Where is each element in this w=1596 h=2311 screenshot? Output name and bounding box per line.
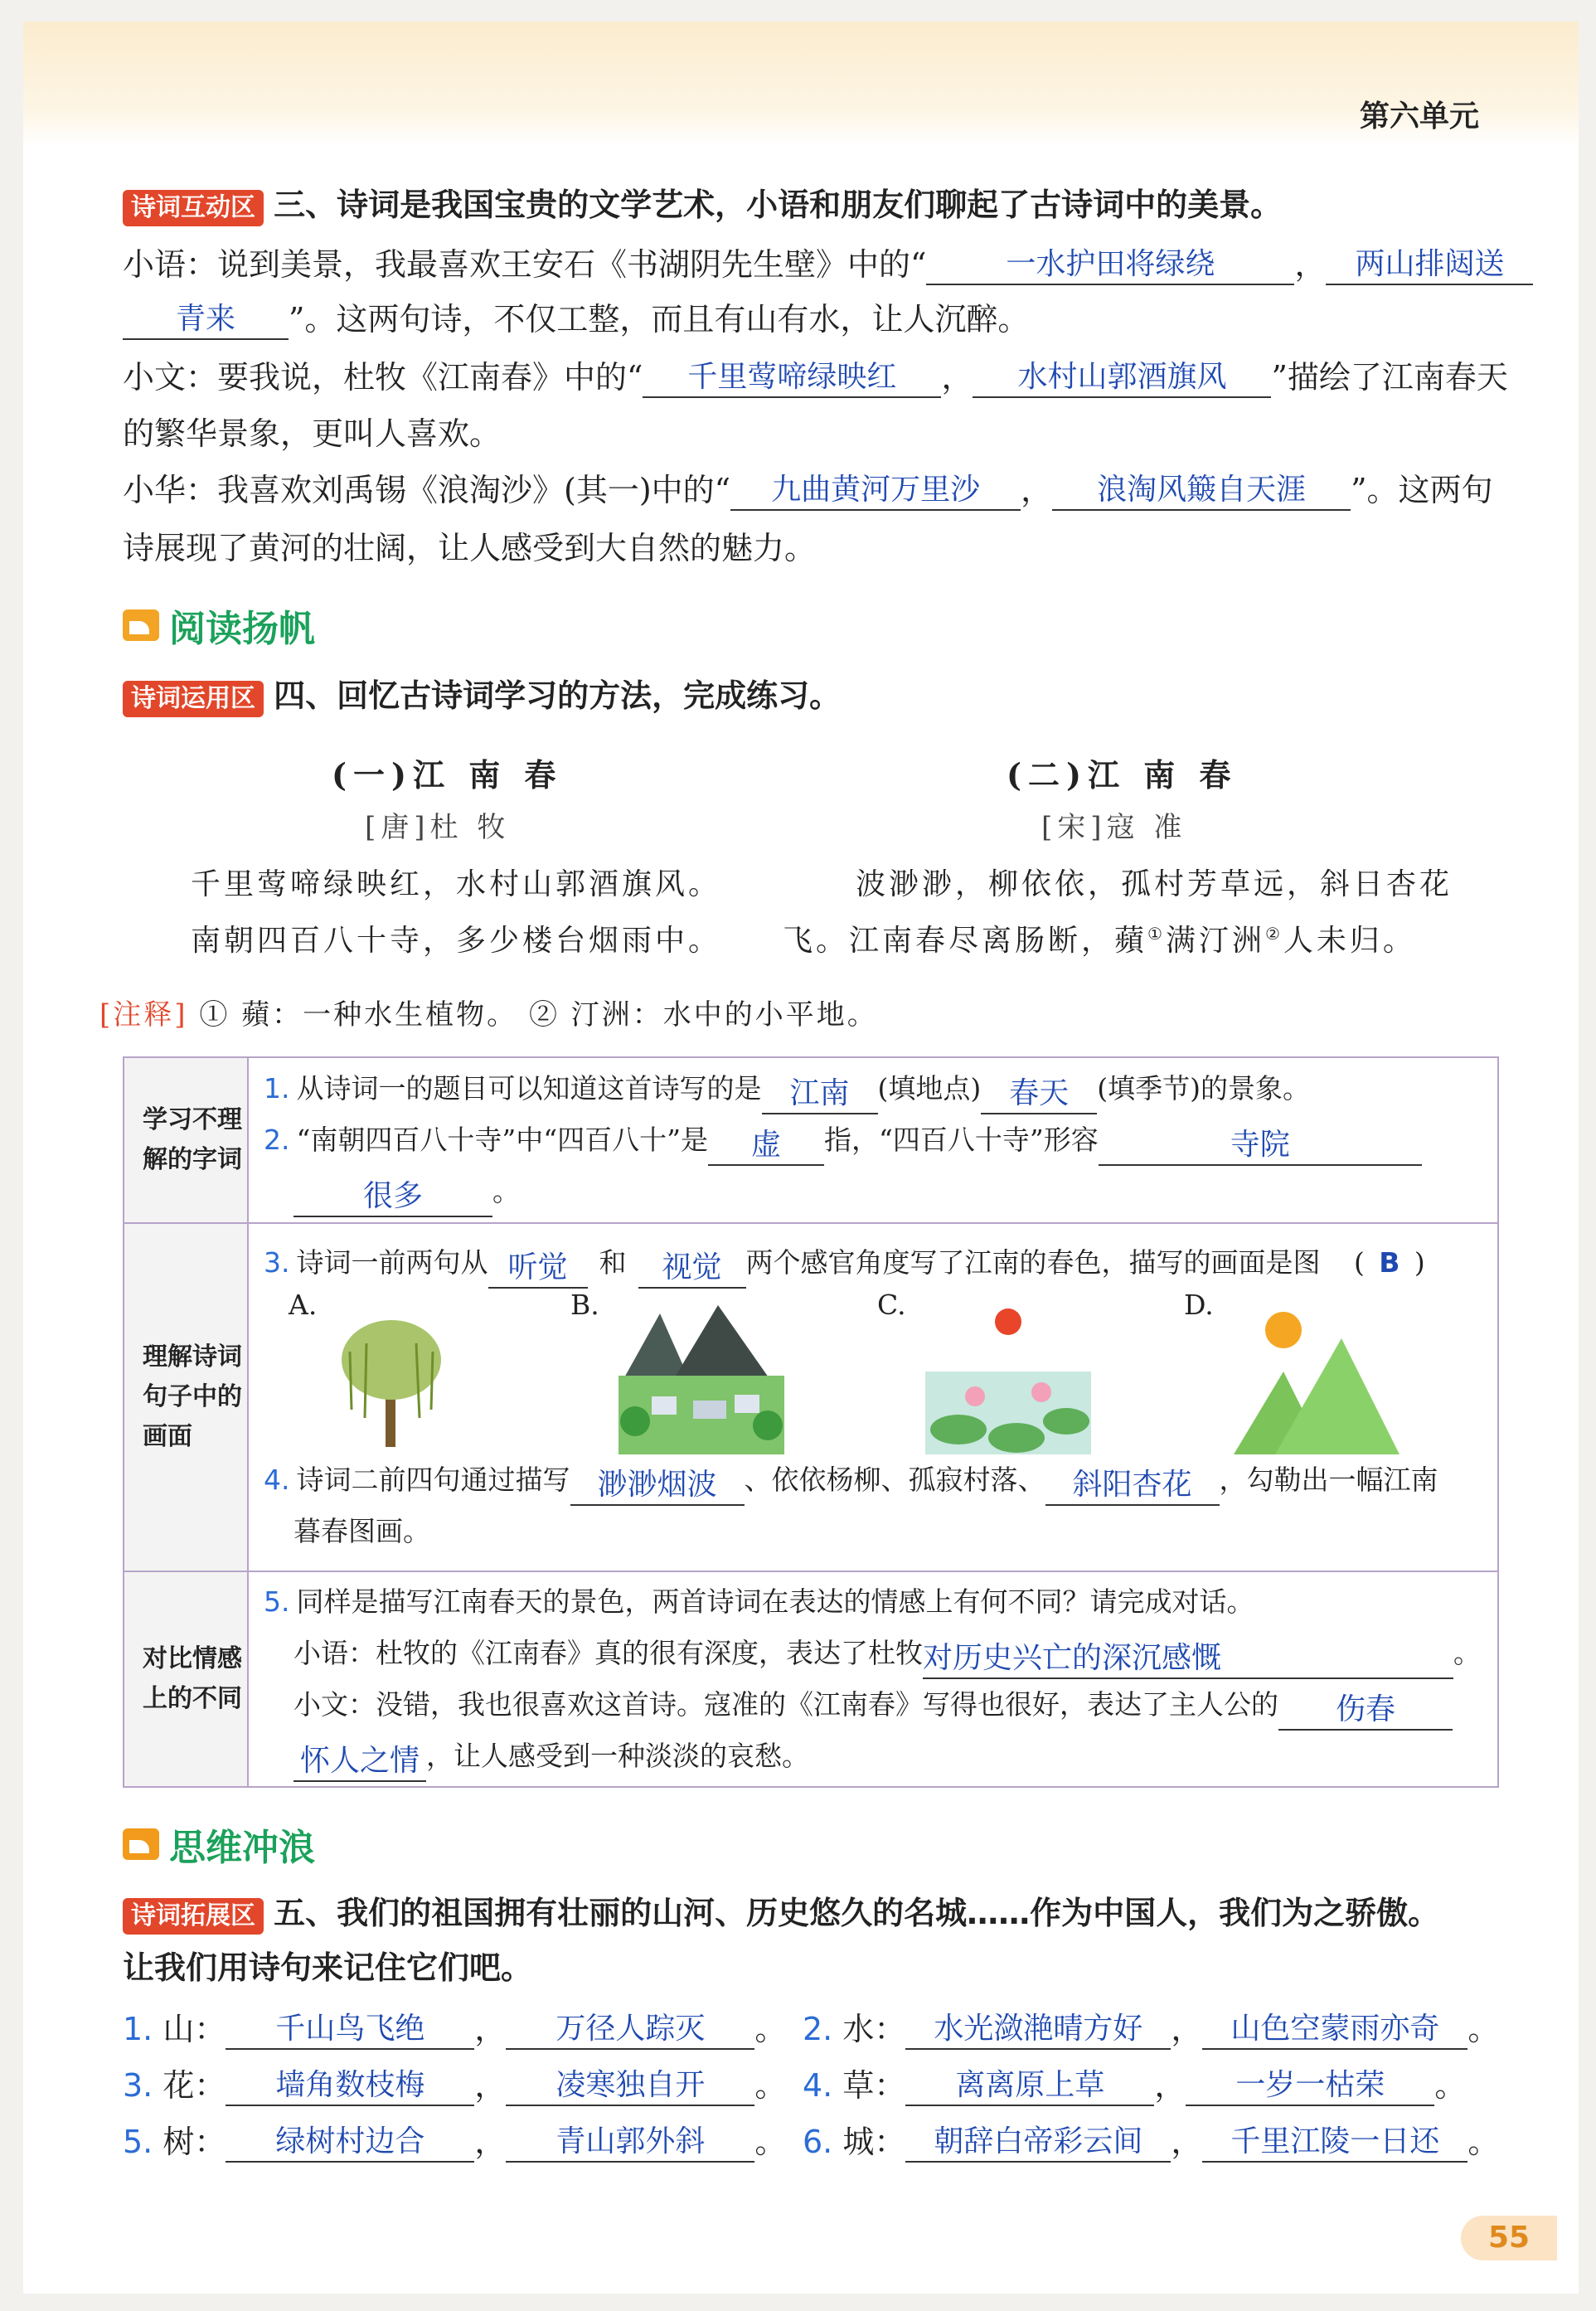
period: 。 xyxy=(754,2011,787,2047)
item-number: 4. xyxy=(803,2067,833,2104)
poem2-line2c: 人未归。 xyxy=(1283,924,1416,958)
row-header xyxy=(124,1571,248,1787)
xiaohua-line xyxy=(123,469,1493,511)
xiaohua-text: 小华：我喜欢刘禹锡《浪淘沙》(其一)中的“ xyxy=(123,472,731,508)
table-row xyxy=(124,1571,1498,1787)
poem2-line2b: 满汀洲 xyxy=(1165,924,1265,958)
item-number: 1. xyxy=(123,2011,153,2047)
question-4 xyxy=(264,1454,1481,1506)
section5-title-2: 让我们用诗句来记住它们吧。 xyxy=(123,1949,533,1986)
note-text: ① 蘋：一种水生植物。 ② 汀洲：水中的小平地。 xyxy=(199,998,878,1032)
answer-blank[interactable]: 青山郭外斜 xyxy=(506,2123,754,2163)
question-text: 同样是描写江南春天的景色，两首诗词在表达的情感上有何不同？请完成对话。 xyxy=(296,1585,1254,1618)
reading-heading xyxy=(123,599,315,652)
question-text: 小文：没错，我也很喜欢这首诗。寇准的《江南春》写得也很好，表达了主人公的 xyxy=(293,1688,1278,1721)
mountain-sun-image[interactable] xyxy=(1234,1297,1400,1454)
answer-blank[interactable]: 凌寒独自开 xyxy=(506,2066,754,2106)
answer-blank[interactable]: 水村山郭酒旗风 xyxy=(973,358,1271,398)
answer-blank[interactable]: 朝辞白帝彩云间 xyxy=(905,2123,1171,2163)
xiaohua-line-2: 诗展现了黄河的壮阔，让人感受到大自然的魅力。 xyxy=(123,530,817,566)
section5-heading xyxy=(123,1892,1439,1935)
row-header-line: 上的不同 xyxy=(143,1684,242,1713)
village-landscape-image[interactable] xyxy=(619,1297,784,1454)
poem2-title: (二)江 南 春 xyxy=(1007,756,1238,794)
reading-title: 阅读扬帆 xyxy=(169,608,315,650)
item-number: 2. xyxy=(803,2011,833,2047)
footnote-mark-1: ① xyxy=(1147,924,1166,944)
answer-blank[interactable]: 山色空蒙雨亦奇 xyxy=(1202,2010,1467,2050)
poem-item xyxy=(803,2065,1466,2106)
question-2 xyxy=(264,1114,1481,1166)
answer-blank[interactable]: 离离原上草 xyxy=(905,2066,1154,2106)
poem-item xyxy=(123,2008,786,2050)
xiaowen-text-b: ”描绘了江南春天 xyxy=(1271,359,1508,396)
answer-blank[interactable]: 绿树村边合 xyxy=(226,2123,474,2163)
poem1-line1: 千里莺啼绿映红，水村山郭酒旗风。 xyxy=(191,867,722,901)
xiaoyu-line-2 xyxy=(123,299,1029,340)
xiaowen-line-2: 的繁华景象，更叫人喜欢。 xyxy=(123,415,502,452)
question-text: 。 xyxy=(1453,1637,1481,1669)
question-number: 5. xyxy=(264,1585,290,1618)
answer-blank[interactable]: 斜阳杏花 xyxy=(1045,1466,1220,1506)
answer-blank[interactable]: 很多 xyxy=(293,1177,492,1217)
poem-item xyxy=(803,2008,1499,2050)
option-label: A. xyxy=(289,1289,318,1321)
answer-blank[interactable]: 伤春 xyxy=(1278,1691,1453,1731)
question-text: 、依依杨柳、孤寂村落、 xyxy=(744,1464,1045,1496)
poem2-author: [宋]寇 准 xyxy=(1041,811,1187,844)
willow-tree-image[interactable] xyxy=(333,1310,449,1451)
row-header xyxy=(124,1223,248,1571)
comma: ， xyxy=(474,2124,507,2160)
item-label: 草： xyxy=(842,2067,906,2104)
thinking-title: 思维冲浪 xyxy=(169,1827,315,1869)
answer-blank[interactable]: 青来 xyxy=(123,300,289,340)
comma: ， xyxy=(474,2011,507,2047)
answer-blank[interactable]: 寺院 xyxy=(1099,1126,1422,1166)
xiaohua-text-b: ”。这两句 xyxy=(1351,472,1493,508)
answer-blank[interactable]: 浪淘风簸自天涯 xyxy=(1052,471,1351,511)
sail-icon xyxy=(123,609,159,641)
comma: ， xyxy=(1154,2067,1186,2104)
row-header xyxy=(124,1057,248,1223)
answer-blank[interactable]: 千里江陵一日还 xyxy=(1202,2123,1467,2163)
paren: ) xyxy=(1414,1246,1425,1279)
note-label: [注释] xyxy=(99,998,188,1032)
section5-tag: 诗词拓展区 xyxy=(123,1898,264,1935)
answer-blank[interactable]: 虚 xyxy=(708,1126,824,1166)
question-text: 。 xyxy=(492,1175,520,1207)
question-number: 2. xyxy=(264,1124,290,1156)
question-number: 3. xyxy=(264,1246,290,1279)
comma: ， xyxy=(1294,246,1327,283)
item-number: 3. xyxy=(123,2067,153,2104)
poem1-title: (一)江 南 春 xyxy=(332,756,563,794)
row-body xyxy=(248,1223,1498,1571)
question-5-xiaoyu xyxy=(264,1628,1481,1679)
question-3 xyxy=(264,1237,1481,1289)
question-4-cont: 暮春图画。 xyxy=(293,1515,430,1547)
option-label: D. xyxy=(1184,1289,1214,1321)
comma: ， xyxy=(1171,2124,1203,2160)
answer-blank[interactable]: 对历史兴亡的深沉感慨 xyxy=(923,1639,1453,1679)
poem1-line2: 南朝四百八十寺，多少楼台烟雨中。 xyxy=(191,924,722,958)
lotus-pond-image[interactable] xyxy=(925,1297,1091,1454)
poem2-line2 xyxy=(783,917,1416,959)
section3-heading xyxy=(123,184,1282,226)
period: 。 xyxy=(1434,2067,1467,2104)
canopy xyxy=(342,1320,441,1400)
question-text: 诗词二前四句通过描写 xyxy=(296,1464,570,1496)
footnote-mark-2: ② xyxy=(1264,924,1283,944)
row-header-line: 解的字词 xyxy=(143,1145,242,1174)
question-text: “南朝四百八十寺”中“四百八十”是 xyxy=(296,1124,708,1156)
question-text: 指，“四百八十寺”形容 xyxy=(823,1124,1099,1156)
row-header-line: 句子中的 xyxy=(143,1382,242,1411)
question-2-cont xyxy=(264,1166,1481,1217)
item-number: 6. xyxy=(803,2124,833,2160)
unit-title: 第六单元 xyxy=(1359,100,1479,134)
question-text: 诗词一前两句从 xyxy=(296,1246,488,1279)
period: 。 xyxy=(754,2124,787,2160)
exercise-table xyxy=(123,1056,1499,1788)
poem-item xyxy=(123,2065,786,2106)
answer-blank[interactable]: 一岁一枯荣 xyxy=(1186,2066,1434,2106)
item-label: 树： xyxy=(163,2124,226,2160)
section3-title: 三、诗词是我国宝贵的文学艺术，小语和朋友们聊起了古诗词中的美景。 xyxy=(274,187,1283,223)
workbook-page xyxy=(23,22,1579,2294)
section5-title: 五、我们的祖国拥有壮丽的山河、历史悠久的名城……作为中国人，我们为之骄傲。 xyxy=(274,1895,1440,1931)
xiaoyu-text-2: ”。这两句诗，不仅工整，而且有山有水，让人沉醉。 xyxy=(289,301,1030,337)
question-text: (填地点) xyxy=(877,1072,982,1105)
answer-blank[interactable]: 视觉 xyxy=(638,1249,746,1289)
comma: ， xyxy=(1021,472,1053,508)
comma: ， xyxy=(1171,2011,1203,2047)
option-label: B. xyxy=(570,1289,599,1321)
xiaoyu-line xyxy=(123,244,1533,285)
question-text: ，让人感受到一种淡淡的哀愁。 xyxy=(426,1740,809,1772)
table-row xyxy=(124,1223,1498,1571)
question-5-xiaowen-cont xyxy=(264,1731,1481,1782)
answer-blank[interactable]: 千山鸟飞绝 xyxy=(226,2010,474,2050)
notes xyxy=(99,992,878,1032)
row-header-line: 对比情感 xyxy=(143,1644,242,1673)
row-body xyxy=(248,1571,1498,1787)
wave-icon xyxy=(123,1828,159,1860)
question-number: 4. xyxy=(264,1464,290,1496)
picture-options xyxy=(264,1289,1481,1454)
item-label: 山： xyxy=(163,2011,226,2047)
poem2-line1: 波渺渺，柳依依，孤村芳草远，斜日杏花 xyxy=(856,867,1453,901)
item-label: 花： xyxy=(163,2067,226,2104)
section4-heading xyxy=(123,675,841,717)
section4-tag: 诗词运用区 xyxy=(123,681,264,717)
comma: ， xyxy=(941,359,973,396)
item-number: 5. xyxy=(123,2124,153,2160)
choice-answer[interactable]: B xyxy=(1379,1246,1400,1279)
answer-blank[interactable]: 万径人踪灭 xyxy=(506,2010,754,2050)
thinking-heading xyxy=(123,1818,315,1871)
poem-item xyxy=(803,2121,1499,2163)
row-header-line: 理解诗词 xyxy=(143,1342,242,1372)
question-text: ，勾勒出一幅江南 xyxy=(1219,1464,1438,1496)
period: 。 xyxy=(1467,2011,1500,2047)
answer-blank[interactable]: 一水护田将绿绕 xyxy=(926,245,1294,285)
row-header-line: 学习不理 xyxy=(143,1105,242,1134)
item-label: 水： xyxy=(842,2011,906,2047)
paren: ( xyxy=(1354,1246,1365,1279)
question-number: 1. xyxy=(264,1072,290,1105)
question-5 xyxy=(264,1576,1481,1628)
answer-blank[interactable]: 水光潋滟晴方好 xyxy=(905,2010,1171,2050)
question-1 xyxy=(264,1063,1481,1114)
question-text: 从诗词一的题目可以知道这首诗写的是 xyxy=(296,1072,762,1105)
section3-tag: 诗词互动区 xyxy=(123,190,264,226)
period: 。 xyxy=(1467,2124,1500,2160)
question-5-xiaowen xyxy=(264,1679,1481,1731)
answer-blank[interactable]: 听觉 xyxy=(488,1249,588,1289)
top-band xyxy=(23,22,1579,146)
answer-blank[interactable]: 渺渺烟波 xyxy=(570,1466,745,1506)
answer-blank[interactable]: 千里莺啼绿映红 xyxy=(643,358,941,398)
option-label: C. xyxy=(877,1289,906,1321)
section4-title: 四、回忆古诗词学习的方法，完成练习。 xyxy=(274,677,842,714)
page-number: 55 xyxy=(1461,2216,1557,2260)
poem1-author: [唐]杜 牧 xyxy=(365,811,511,844)
question-text: 小语：杜牧的《江南春》真的很有深度，表达了杜牧 xyxy=(293,1637,923,1669)
table-row xyxy=(124,1057,1498,1223)
row-body xyxy=(248,1057,1498,1223)
xiaowen-line xyxy=(123,357,1508,398)
answer-blank[interactable]: 墙角数枝梅 xyxy=(226,2066,474,2106)
xiaowen-text: 小文：要我说，杜牧《江南春》中的“ xyxy=(123,359,643,396)
answer-blank[interactable]: 九曲黄河万里沙 xyxy=(730,471,1021,511)
answer-blank[interactable]: 两山排闼送 xyxy=(1326,245,1533,285)
period: 。 xyxy=(754,2067,787,2104)
comma: ， xyxy=(474,2067,507,2104)
poem2-line2a: 飞。江南春尽离肠断，蘋 xyxy=(783,924,1148,958)
question-text: 两个感官角度写了江南的春色，描写的画面是图 xyxy=(745,1246,1321,1279)
item-label: 城： xyxy=(842,2124,906,2160)
answer-blank[interactable]: 春天 xyxy=(981,1075,1097,1114)
answer-blank[interactable]: 江南 xyxy=(762,1075,878,1114)
answer-blank[interactable]: 怀人之情 xyxy=(293,1742,426,1782)
poem-item xyxy=(123,2121,786,2163)
row-header-line: 画面 xyxy=(143,1422,192,1451)
question-text: 和 xyxy=(599,1246,627,1279)
question-text: (填季节)的景象。 xyxy=(1097,1072,1310,1105)
xiaoyu-text: 小语：说到美景，我最喜欢王安石《书湖阴先生壁》中的“ xyxy=(123,246,927,283)
